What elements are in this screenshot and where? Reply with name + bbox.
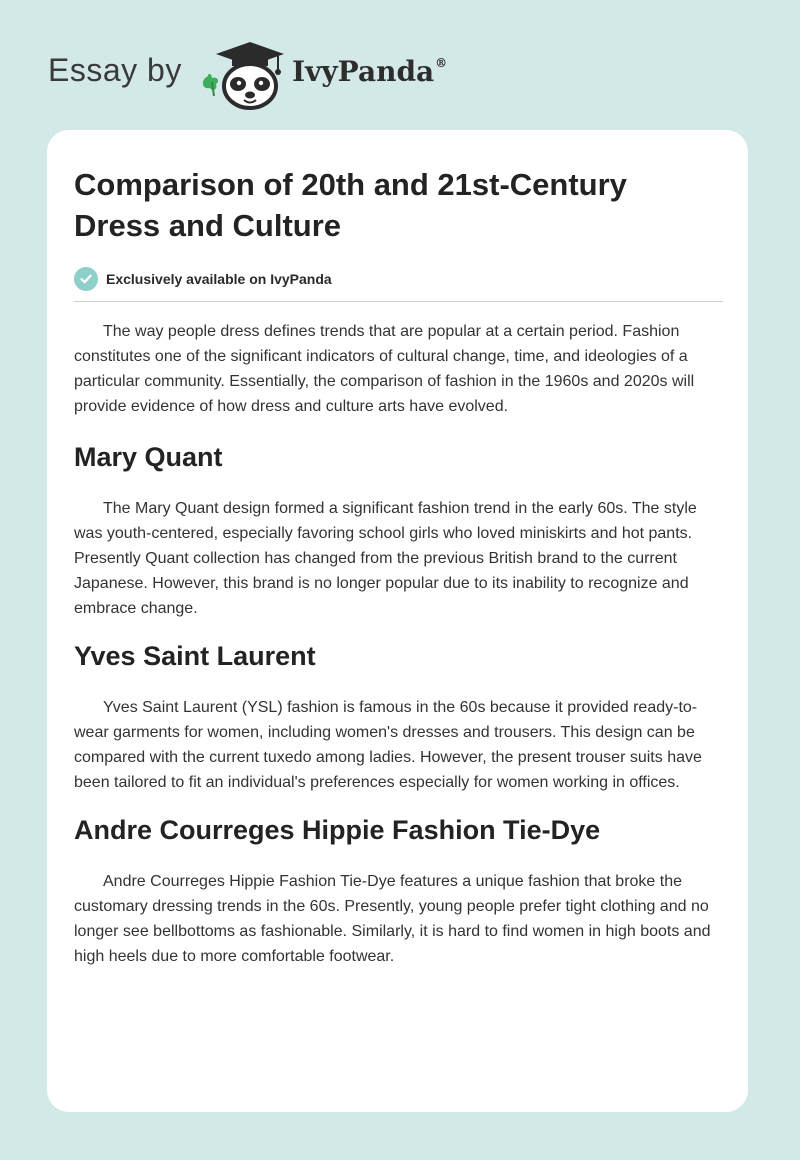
site-header [0, 0, 800, 130]
essay-by-label: Essay by [48, 52, 182, 88]
section-body-mary-quant: The Mary Quant design formed a significant fashion trend in the early 60s. The style was youth-centered, especially favoring school girls who loved miniskirts and hot pants. Presently Quant collection has changed from the previous British brand to the current Japanese. However, this brand is no longer popular due to its inability to recognize and embrace change. [74, 500, 697, 617]
exclusive-note [74, 265, 723, 293]
check-icon [74, 267, 98, 291]
section-body-ysl: Yves Saint Laurent (YSL) fashion is famous in the 60s because it provided ready-to-wear garments for women, including women's dresses and trousers. This design can be compared with the current tuxedo among ladies. However, the present trouser suits have been tailored to fit an individual's preferences especially for women working in offices. [74, 699, 702, 791]
section-body-courreges: Andre Courreges Hippie Fashion Tie-Dye features a unique fashion that broke the customary dressing trends in the 60s. Presently, young people prefer tight clothing and no longer see bellbottoms as fashionable. Similarly, it is hard to find women in high boots and high heels due to more comfortable footwear. [74, 873, 711, 965]
exclusive-label: Exclusively available on IvyPanda [106, 271, 332, 287]
essay-title [74, 164, 723, 246]
essay-content [74, 164, 723, 969]
section-heading-ysl: Yves Saint Laurent [74, 641, 316, 671]
intro-paragraph: The way people dress defines trends that are popular at a certain period. Fashion constitutes one of the significant indicators of cultural change, time, and ideologies of a particular community. Essentially, the comparison of fashion in the 1960s and 2020s will provide evidence of how dress and culture arts have evolved. [74, 323, 695, 415]
section-heading-mary-quant: Mary Quant [74, 442, 223, 472]
essay-card [47, 130, 748, 1112]
brand-name[interactable]: IvyPanda® [292, 55, 448, 88]
essay-title-line-1: Comparison of 20th and 21st-Century [74, 167, 627, 202]
divider [74, 301, 723, 302]
section-heading-courreges: Andre Courreges Hippie Fashion Tie-Dye [74, 815, 601, 845]
panda-graduate-icon[interactable] [198, 36, 288, 110]
essay-title-line-2: Dress and Culture [74, 208, 342, 243]
registered-mark: ® [435, 56, 448, 70]
